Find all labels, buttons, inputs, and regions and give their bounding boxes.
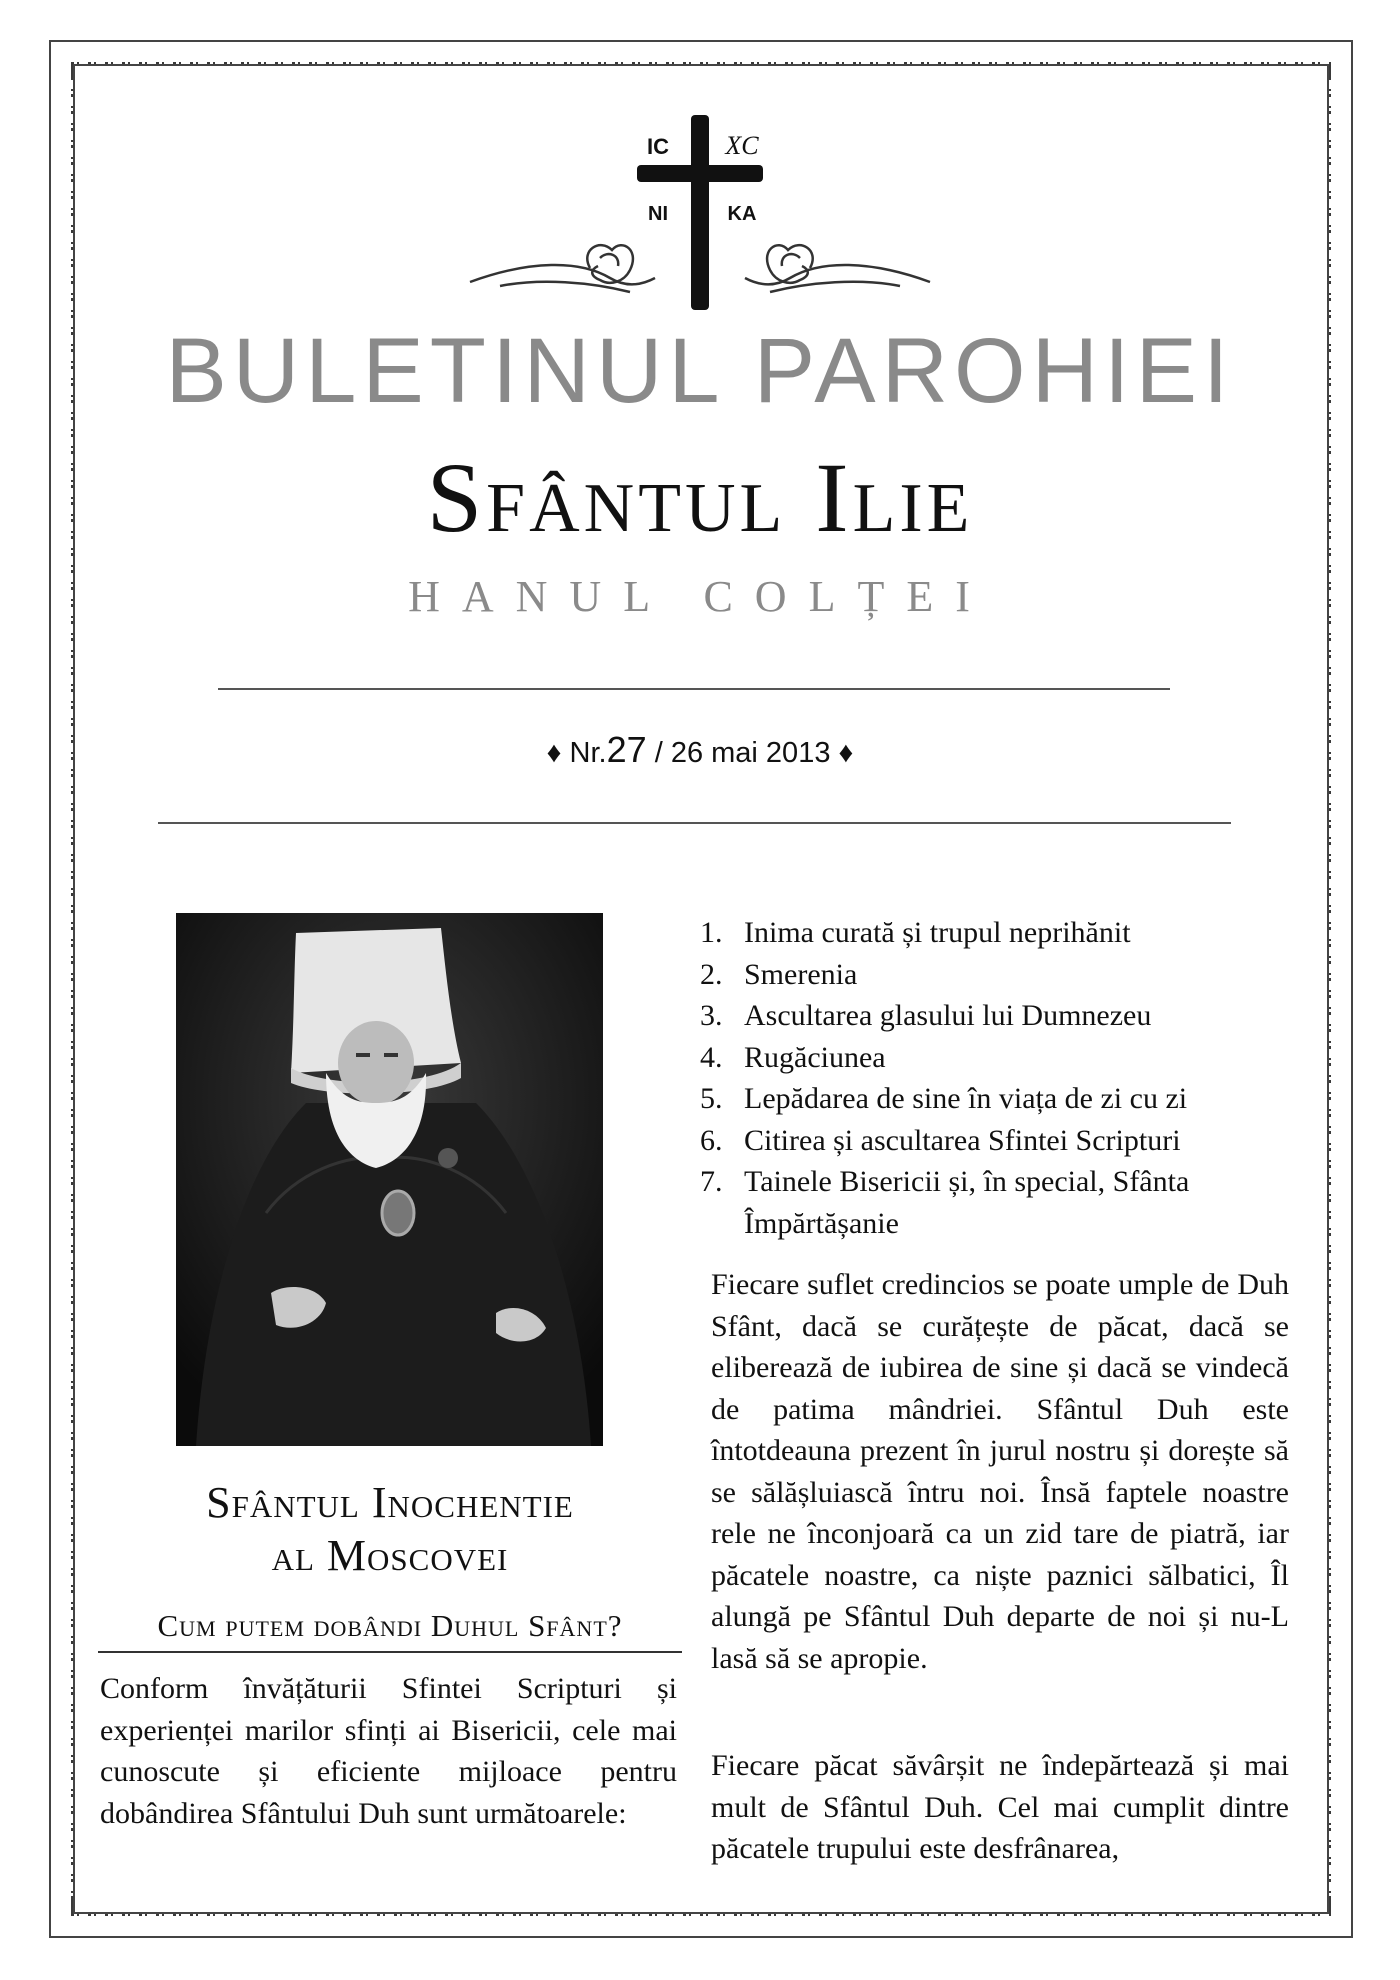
diamond-icon: ♦	[546, 737, 562, 769]
intro-paragraph: Conform învățăturii Sfintei Scripturi și experienței marilor sfinți ai Bisericii, cele mai cunoscute și eficiente mijloace pentru dobândirea Sfântului Duh sunt următoarele:	[100, 1672, 677, 1830]
divider-top	[218, 688, 1170, 690]
cross-emblem-icon	[440, 110, 960, 320]
issue-date: / 26 mai 2013	[654, 737, 831, 769]
saint-portrait	[176, 913, 603, 1446]
means-list	[700, 912, 1300, 1244]
issue-prefix: Nr.	[569, 737, 607, 769]
article-title-line1: Sfântul Inochentie	[206, 1478, 574, 1527]
list-item	[700, 1161, 1300, 1244]
list-item-text: Smerenia	[744, 957, 858, 991]
parish-name: Sfântul Ilie	[426, 442, 974, 553]
body-paragraph-2: Fiecare păcat săvârșit ne îndepărtează și mai mult de Sfântul Duh. Cel mai cumplit dintre păcatele trupului este desfrânarea,	[711, 1749, 1289, 1865]
emblem-text-ka: KA	[727, 203, 757, 225]
list-item-text: Citirea și ascultarea Sfintei Scripturi	[744, 1123, 1181, 1157]
list-item	[700, 1078, 1300, 1120]
list-item	[700, 1120, 1300, 1162]
body-paragraph-1: Fiecare suflet credincios se poate umple de Duh Sfânt, dacă se curățește de păcat, dacă se eliberează de iubirea de sine și dacă se vindecă de patima mândriei. Sfântul Duh este întotdeauna prezent în jurul nostru și dorește să se sălășluiască întru noi. Însă faptele noastre rele ne înconjoară ca un zid tare de piatră, iar păcatele noastre, ca niște paznici sălbatici, Îl alungă pe Sfântul Duh departe de noi și nu-L lasă să se apropie.	[711, 1268, 1289, 1675]
emblem-text-ni: NI	[648, 203, 668, 225]
article-title	[100, 1477, 680, 1583]
parish-location: HANUL COLȚEI	[408, 572, 992, 621]
emblem-text-ic: IC	[647, 134, 669, 159]
cross-vertical	[691, 115, 709, 310]
list-item-number: 5.	[700, 1082, 723, 1115]
list-item-number: 6.	[700, 1123, 723, 1157]
emblem-text-xc: XC	[725, 131, 759, 160]
list-item-number: 2.	[700, 957, 723, 991]
list-item	[700, 954, 1300, 996]
cross-horizontal	[637, 165, 763, 182]
list-item	[700, 1037, 1300, 1079]
list-item-number: 3.	[700, 999, 723, 1032]
scroll-ornament-left	[470, 245, 655, 292]
issue-line	[0, 728, 1400, 771]
list-item-number: 1.	[700, 916, 723, 949]
list-item-number: 7.	[700, 1165, 723, 1198]
diamond-icon: ♦	[838, 737, 854, 769]
scroll-ornament-right	[745, 245, 930, 292]
article-subheading: Cum putem dobândi Duhul Sfânt?	[157, 1608, 623, 1643]
list-item	[700, 995, 1300, 1037]
bulletin-title: BULETINUL PAROHIEI	[165, 320, 1235, 422]
list-item-text: Tainele Bisericii și, în special, Sfânta Împărtășanie	[744, 1165, 1190, 1240]
list-item-text: Ascultarea glasului lui Dumnezeu	[744, 999, 1152, 1032]
list-item	[700, 912, 1300, 954]
article-title-line2: al Moscovei	[271, 1530, 509, 1580]
list-item-number: 4.	[700, 1040, 723, 1074]
list-item-text: Inima curată și trupul neprihănit	[744, 916, 1131, 949]
divider-bottom	[158, 822, 1231, 824]
list-item-text: Rugăciunea	[744, 1040, 886, 1074]
subheading-rule	[98, 1651, 682, 1653]
list-item-text: Lepădarea de sine în viața de zi cu zi	[744, 1082, 1188, 1115]
issue-number: 27	[606, 729, 647, 770]
